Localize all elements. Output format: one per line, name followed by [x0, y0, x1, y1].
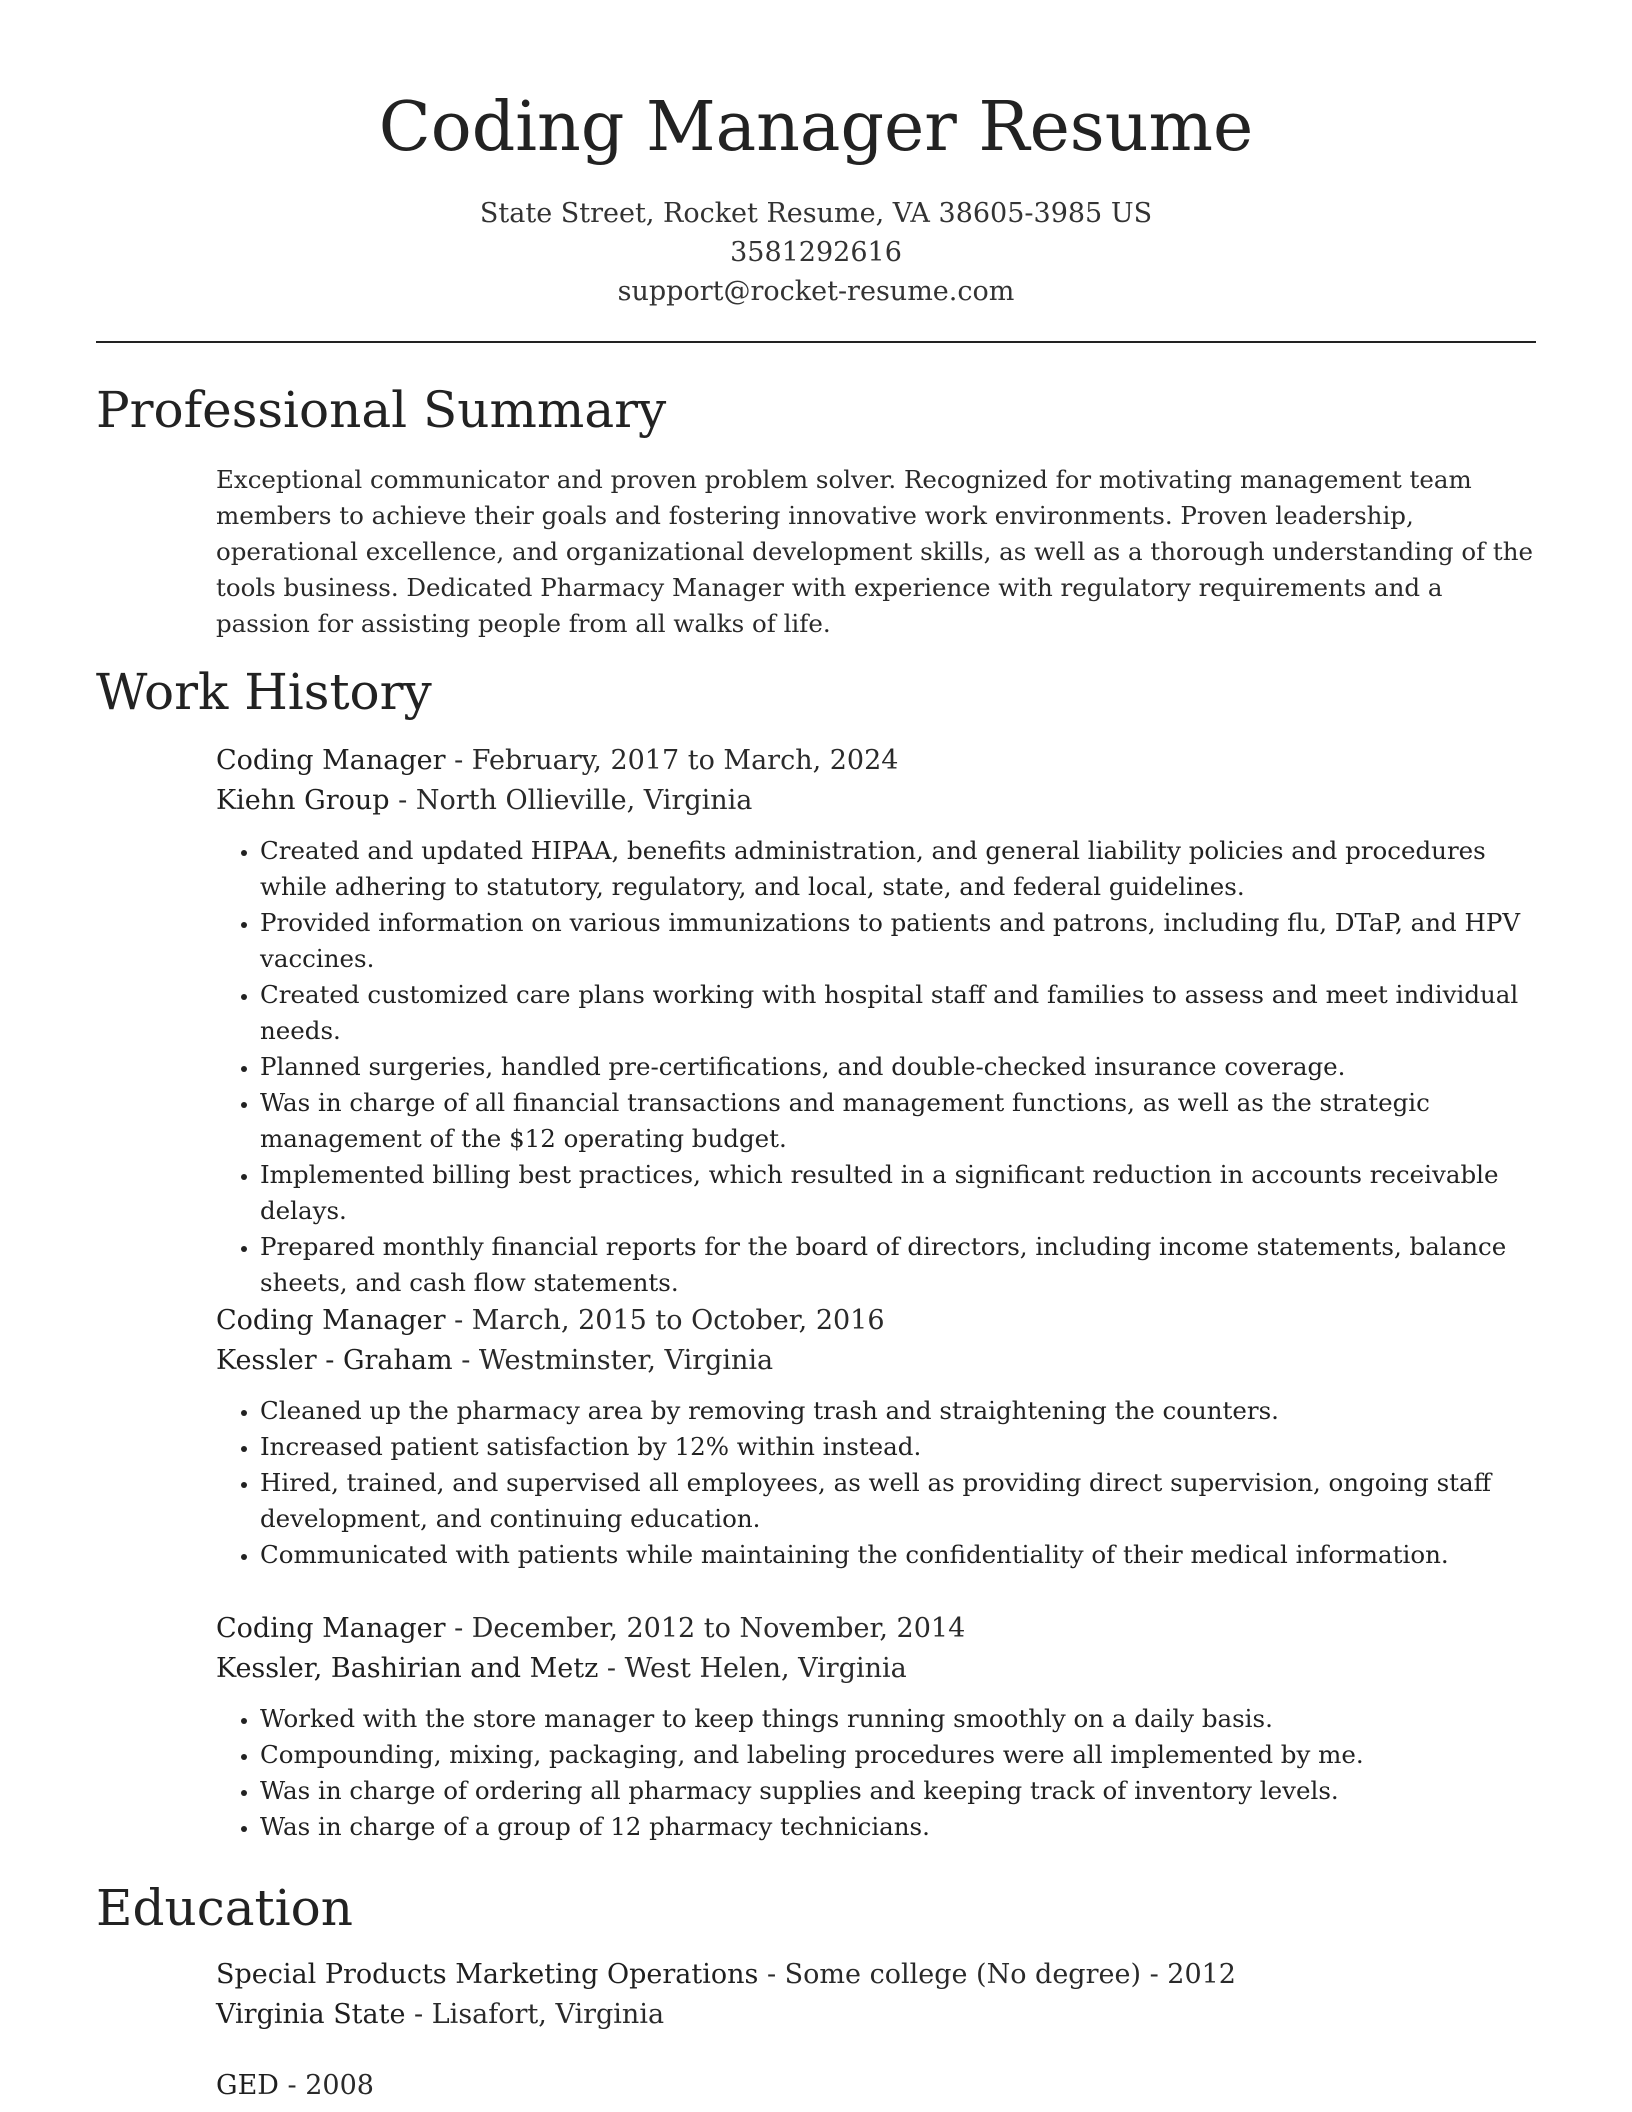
list-item: • Hired, trained, and supervised all employees, as well as providing direct supervision, ongoing staff development, and continuing education. [260, 1465, 1536, 1537]
education-school-line [216, 1995, 1536, 2035]
job-bullets [216, 1393, 1536, 1573]
summary-text: Exceptional communicator and proven problem solver. Recognized for motivating management team members to achieve their goals and fostering innovative work environments. Proven leadership, operational excellence, and organizational development skills, as well as a thorough understanding of the tools business. Dedicated Pharmacy Manager with experience with regulatory requirements and a passion for assisting people from all walks of life. [216, 465, 1534, 638]
list-item: • Cleaned up the pharmacy area by removing trash and straightening the counters. [260, 1393, 1536, 1429]
header-divider [96, 341, 1536, 343]
list-item: • Was in charge of a group of 12 pharmacy technicians. [260, 1809, 1536, 1845]
job-title: Coding Manager [216, 745, 446, 776]
education-entry [216, 2066, 1536, 2106]
job-location: - West Helen, Virginia [598, 1653, 907, 1684]
job-dates: - December, 2012 to November, 2014 [445, 1613, 966, 1644]
section-title-education: Education [96, 1879, 353, 1937]
job-company: Kiehn Group [216, 785, 390, 816]
list-item: • Worked with the store manager to keep things running smoothly on a daily basis. [260, 1701, 1536, 1737]
list-item: • Was in charge of ordering all pharmacy supplies and keeping track of inventory levels. [260, 1773, 1536, 1809]
job-title: Coding Manager [216, 1305, 446, 1336]
list-item: • Prepared monthly financial reports for the board of directors, including income statements, balance sheets, and cash flow statements. [260, 1229, 1536, 1301]
job-bullets [216, 833, 1536, 1301]
education-detail: - 2008 [278, 2070, 374, 2101]
list-item: • Increased patient satisfaction by 12% within instead. [260, 1429, 1536, 1465]
education-degree: Special Products Marketing Operations [216, 1959, 759, 1990]
job-company-line [216, 781, 1536, 821]
list-item: • Implemented billing best practices, which resulted in a significant reduction in accounts receivable delays. [260, 1157, 1536, 1229]
education-school: Virginia State [216, 1999, 406, 2030]
phone: 3581292616 [730, 237, 902, 268]
address: State Street, Rocket Resume, VA 38605-3985 US [479, 198, 1153, 229]
page-title: Coding Manager Resume [378, 88, 1254, 167]
job-company: Kessler - Graham [216, 1345, 453, 1376]
list-item: • Created and updated HIPAA, benefits administration, and general liability policies and procedures while adhering to statutory, regulatory, and local, state, and federal guidelines. [260, 833, 1536, 905]
education-heading [216, 2066, 1536, 2106]
job-entry [216, 1609, 1536, 1845]
job-heading [216, 1301, 1536, 1341]
contact-info [0, 194, 1632, 311]
education-detail: - Some college (No degree) - 2012 [758, 1959, 1236, 1990]
job-dates: - February, 2017 to March, 2024 [445, 745, 899, 776]
resume-header [0, 0, 1632, 311]
list-item: • Planned surgeries, handled pre-certifications, and double-checked insurance coverage. [260, 1049, 1536, 1085]
list-item: • Communicated with patients while maintaining the confidentiality of their medical information. [260, 1537, 1536, 1573]
list-item: • Was in charge of all financial transactions and management functions, as well as the strategic management of the $12 operating budget. [260, 1085, 1536, 1157]
job-company-line [216, 1649, 1536, 1689]
education-degree: GED [216, 2070, 279, 2101]
job-heading [216, 741, 1536, 781]
education-heading [216, 1955, 1536, 1995]
job-heading [216, 1609, 1536, 1649]
job-entry [216, 741, 1536, 1301]
job-entry [216, 1301, 1536, 1573]
job-location: - Westminster, Virginia [452, 1345, 774, 1376]
email: support@rocket-resume.com [617, 276, 1015, 307]
job-company: Kessler, Bashirian and Metz [216, 1653, 599, 1684]
job-company-line [216, 1341, 1536, 1381]
list-item: • Compounding, mixing, packaging, and labeling procedures were all implemented by me. [260, 1737, 1536, 1773]
section-title-summary: Professional Summary [96, 381, 667, 439]
education-location: - Lisafort, Virginia [405, 1999, 665, 2030]
section-title-work-history: Work History [96, 663, 432, 721]
list-item: • Created customized care plans working with hospital staff and families to assess and meet individual needs. [260, 977, 1536, 1049]
list-item: • Provided information on various immunizations to patients and patrons, including flu, DTaP, and HPV vaccines. [260, 905, 1536, 977]
education-entry [216, 1955, 1536, 2035]
job-location: - North Ollieville, Virginia [389, 785, 753, 816]
job-title: Coding Manager [216, 1613, 446, 1644]
job-bullets [216, 1701, 1536, 1845]
job-dates: - March, 2015 to October, 2016 [445, 1305, 885, 1336]
